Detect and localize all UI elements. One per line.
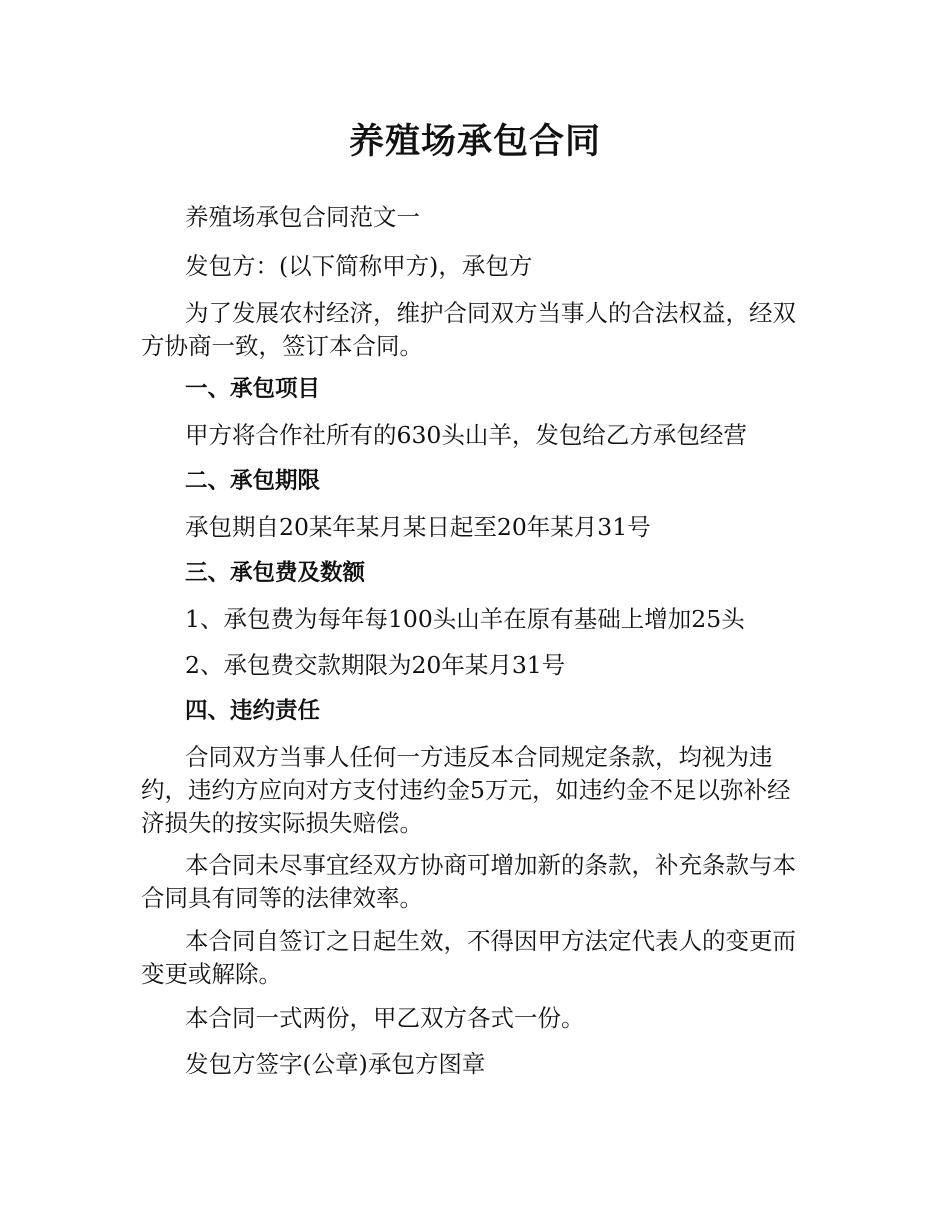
section-1-paragraph: 甲方将合作社所有的630头山羊，发包给乙方承包经营: [185, 421, 747, 449]
parties-paragraph: 发包方：(以下简称甲方)，承包方: [185, 252, 533, 280]
document-title: 养殖场承包合同: [348, 122, 601, 162]
section-heading-3: 三、承包费及数额: [185, 560, 366, 586]
supplementary-terms-paragraph: 本合同未尽事宜经双方协商可增加新的条款，补充条款与本合同具有同等的法律效率。: [141, 851, 796, 912]
section-2-paragraph: 承包期自20某年某月某日起至20年某月31号: [185, 513, 651, 541]
purpose-paragraph: 为了发展农村经济，维护合同双方当事人的合法权益，经双方协商一致，签订本合同。: [141, 299, 796, 360]
signature-line: 发包方签字(公章)承包方图章: [185, 1050, 486, 1078]
section-heading-4: 四、违约责任: [185, 698, 321, 724]
effectiveness-paragraph: 本合同自签订之日起生效，不得因甲方法定代表人的变更而变更或解除。: [141, 927, 796, 988]
section-3-item-1: 1、承包费为每年每100头山羊在原有基础上增加25头: [185, 605, 745, 633]
section-4-paragraph: 合同双方当事人任何一方违反本合同规定条款，均视为违约，违约方应向对方支付违约金5万元，如违约金不足以弥补经济损失的按实际损失赔偿。: [141, 743, 791, 837]
copies-paragraph: 本合同一式两份，甲乙双方各式一份。: [185, 1004, 585, 1032]
section-3-item-2: 2、承包费交款期限为20年某月31号: [185, 651, 566, 679]
subtitle-paragraph: 养殖场承包合同范文一: [185, 203, 420, 231]
section-heading-2: 二、承包期限: [185, 468, 321, 494]
section-heading-1: 一、承包项目: [185, 376, 321, 402]
